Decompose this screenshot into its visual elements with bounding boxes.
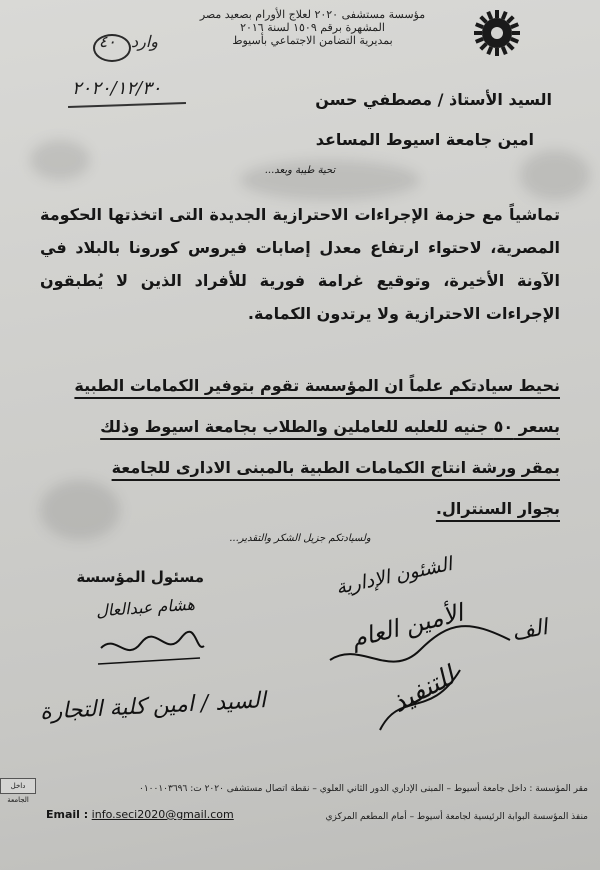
letter-date: ٢٠٢٠/١٢/٣٠	[72, 78, 162, 99]
date-underline	[68, 102, 186, 108]
footer-address: مقر المؤسسة : داخل جامعة أسيوط – المبنى الإداري الدور الثاني العلوي – نقطة اتصال مستشفى ٢٠٢٠ ت: ٠١٠٠١٠٣٦٩٦	[138, 784, 588, 794]
footer-email-row	[46, 808, 234, 821]
handwritten-note-admin: الشئون الإدارية	[334, 552, 455, 600]
scan-smudge	[520, 150, 590, 200]
institution-header	[150, 8, 475, 47]
footer-outlet: منفذ المؤسسة البوابة الرئيسية لجامعة أسيوط – أمام المطعم المركزي	[325, 812, 588, 822]
handwritten-note-margin: الف	[510, 615, 550, 646]
body-paragraph: تماشياً مع حزمة الإجراءات الاحترازية الجديدة التى اتخذتها الحكومة المصرية، لاحتواء ارتفاع معدل إصابات فيروس كورونا بالبلاد في الآونة الأخيرة، وتوقيع غرامة فورية للأفراد الذين لا يُطبقون الإجراءات الاحترازية ولا يرتدون الكمامة.	[40, 205, 560, 323]
notice-line: بجوار السنترال.	[435, 499, 560, 518]
email-link[interactable]: info.seci2020@gmail.com	[91, 808, 234, 821]
gear-logo-icon	[472, 8, 522, 58]
header-line-1: مؤسسة مستشفى ٢٠٢٠ لعلاج الأورام بصعيد مصر	[199, 8, 426, 21]
handwritten-note-secretary: الأمين العام	[348, 598, 466, 654]
notice-line: بسعر ٥٠ جنيه للعلبه للعاملين والطلاب بجامعة اسيوط وذلك	[100, 417, 560, 436]
header-line-3: بمديرية التضامن الاجتماعي بأسيوط	[232, 34, 393, 47]
greeting: تحية طيبة وبعد...	[264, 165, 336, 176]
notice-block	[40, 365, 560, 529]
incoming-number: ٤٠	[98, 32, 116, 51]
incoming-stamp	[98, 32, 158, 51]
closing-line: ولسيادتكم جزيل الشكر والتقدير...	[229, 533, 371, 544]
handwritten-note-execute: للتنفيذ	[386, 661, 461, 719]
recipient-title: امين جامعة اسيوط المساعد	[315, 130, 534, 149]
header-line-2: المشهرة برقم ١٥٠٩ لسنة ٢٠١٦	[240, 21, 385, 34]
signer-title: مسئول المؤسسة	[76, 568, 204, 586]
notice-line: بمقر ورشة انتاج الكمامات الطبية بالمبنى الادارى للجامعة	[111, 458, 560, 477]
handwriting-strokes	[320, 600, 520, 740]
scan-smudge	[30, 140, 90, 180]
email-label: Email :	[46, 808, 89, 821]
signature-scribble	[96, 628, 206, 668]
notice-line: نحيط سيادتكم علماً ان المؤسسة تقوم بتوفير الكمامات الطبية	[74, 376, 560, 395]
handwritten-note-commerce: السيد / امين كلية التجارة	[39, 688, 267, 725]
signer-signature: هشام عبدالعال	[95, 594, 196, 621]
inside-university-tab: داخل الجامعة	[0, 778, 36, 794]
incoming-label: وارد	[130, 32, 158, 51]
recipient-name: السيد الأستاذ / مصطفي حسن	[315, 90, 552, 109]
